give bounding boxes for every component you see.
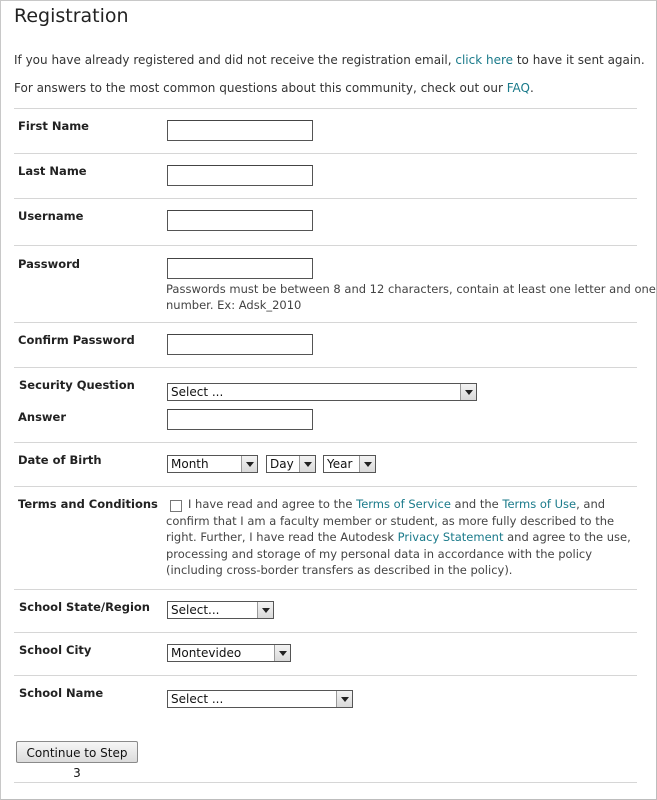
first-name-input[interactable] xyxy=(167,120,313,141)
intro-resend-text: If you have already registered and did not receive the registration email, xyxy=(14,53,456,67)
terms-text-2: and the xyxy=(450,497,503,511)
confirm-password-label: Confirm Password xyxy=(18,333,135,347)
chevron-down-icon[interactable] xyxy=(257,602,273,618)
password-input[interactable] xyxy=(167,258,313,279)
privacy-statement-link[interactable]: Privacy Statement xyxy=(397,530,504,544)
school-city-value: Montevideo xyxy=(171,646,242,660)
dob-day-value: Day xyxy=(270,457,294,471)
terms-text-3: , and confirm that I am a faculty member or student, as more fully described to the right. Further, I have read the Autodesk xyxy=(166,497,615,544)
school-name-label: School Name xyxy=(19,686,104,700)
answer-input[interactable] xyxy=(167,409,313,430)
dob-day-select[interactable] xyxy=(266,455,316,473)
school-state-label: School State/Region xyxy=(19,600,150,614)
first-name-label: First Name xyxy=(18,119,89,133)
username-label: Username xyxy=(18,209,84,223)
password-label: Password xyxy=(18,257,80,271)
divider xyxy=(14,632,637,633)
divider xyxy=(14,153,637,154)
dob-month-value: Month xyxy=(171,457,209,471)
school-state-value: Select... xyxy=(171,603,220,617)
school-state-select[interactable] xyxy=(167,601,274,619)
divider xyxy=(14,322,637,323)
confirm-password-input[interactable] xyxy=(167,334,313,355)
date-of-birth-label: Date of Birth xyxy=(18,453,102,467)
terms-text-1: I have read and agree to the xyxy=(188,497,357,511)
school-city-label: School City xyxy=(19,643,92,657)
chevron-down-icon[interactable] xyxy=(241,456,257,472)
faq-link[interactable]: FAQ xyxy=(506,81,530,95)
divider xyxy=(14,675,637,676)
dob-year-value: Year xyxy=(327,457,353,471)
chevron-down-icon[interactable] xyxy=(336,691,352,707)
intro-faq-text: For answers to the most common questions about this community, check out our xyxy=(14,81,507,95)
click-here-link[interactable]: click here xyxy=(455,53,514,67)
continue-button[interactable]: Continue to Step 3 xyxy=(16,741,138,763)
username-input[interactable] xyxy=(167,210,313,231)
intro-resend xyxy=(14,53,645,67)
school-city-select[interactable] xyxy=(167,644,291,662)
page-title: Registration xyxy=(14,5,129,27)
security-question-label: Security Question xyxy=(19,378,135,392)
divider xyxy=(14,245,637,246)
divider xyxy=(14,198,637,199)
dob-year-select[interactable] xyxy=(323,455,376,473)
last-name-input[interactable] xyxy=(167,165,313,186)
answer-label: Answer xyxy=(18,410,67,424)
chevron-down-icon[interactable] xyxy=(274,645,290,661)
chevron-down-icon[interactable] xyxy=(299,456,315,472)
intro-faq xyxy=(14,81,534,95)
divider xyxy=(14,367,637,368)
divider xyxy=(14,782,637,783)
terms-label: Terms and Conditions xyxy=(18,497,158,511)
terms-text xyxy=(166,496,636,579)
security-question-value: Select ... xyxy=(171,385,224,399)
school-name-select[interactable] xyxy=(167,690,353,708)
terms-checkbox[interactable] xyxy=(170,500,182,512)
dob-month-select[interactable] xyxy=(167,455,258,473)
divider xyxy=(14,486,637,487)
divider xyxy=(14,589,637,590)
chevron-down-icon[interactable] xyxy=(359,456,375,472)
security-question-select[interactable] xyxy=(167,383,477,401)
divider xyxy=(14,108,637,109)
school-name-value: Select ... xyxy=(171,692,224,706)
password-hint-line2: number. Ex: Adsk_2010 xyxy=(166,298,302,312)
last-name-label: Last Name xyxy=(18,164,87,178)
intro-resend-text-after: to have it sent again. xyxy=(513,53,645,67)
divider xyxy=(14,442,637,443)
intro-faq-text-after: . xyxy=(529,81,534,95)
password-hint-line1: Passwords must be between 8 and 12 characters, contain at least one letter and one xyxy=(166,282,656,296)
chevron-down-icon[interactable] xyxy=(460,384,476,400)
terms-of-use-link[interactable]: Terms of Use xyxy=(502,497,577,511)
terms-of-service-link[interactable]: Terms of Service xyxy=(356,497,451,511)
terms-text-4: and agree to the use, processing and storage of my personal data in accordance with the policy (including cross-border transfers as described in the policy). xyxy=(166,530,631,577)
